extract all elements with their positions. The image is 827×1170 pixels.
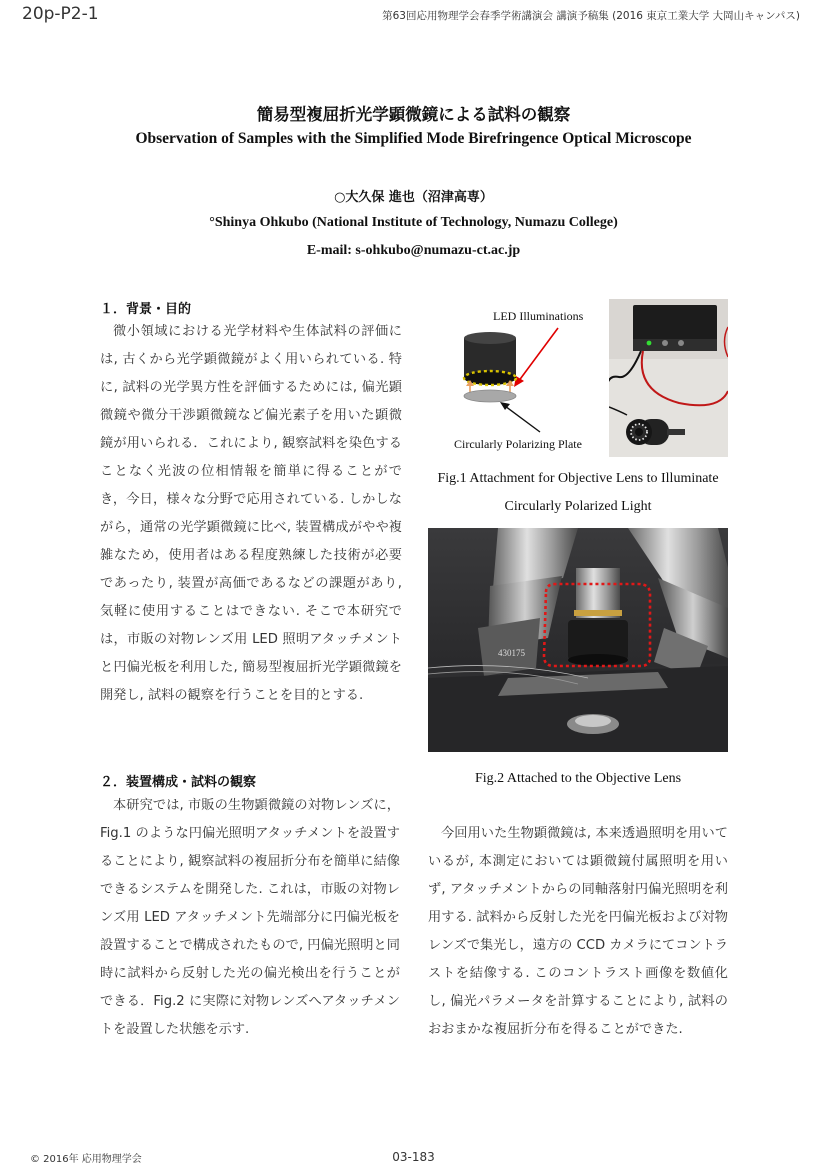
fig1-plate-label: Circularly Polarizing Plate — [454, 437, 582, 451]
fig1-led-label: LED Illuminations — [493, 309, 584, 323]
author-english: °Shinya Ohkubo (National Institute of Technology, Numazu College) — [209, 215, 618, 230]
fig1-caption-line2: Circularly Polarized Light — [504, 499, 652, 514]
title-japanese: 簡易型複屈折光学顕微鏡による試料の観察 — [256, 105, 571, 124]
section2-continued-body — [428, 820, 728, 1044]
fig2-caption: Fig.2 Attached to the Objective Lens — [474, 771, 682, 786]
footer-copyright: © 2016年 応用物理学会 — [30, 1154, 142, 1165]
section1-heading: １．背景・目的 — [100, 302, 192, 317]
power-led-icon — [647, 341, 652, 346]
conference-name: 第63回応用物理学会春季学術講演会 講演予稿集 (2016 東京工業大学 大岡山キャンパス) — [382, 10, 800, 22]
lens-marking: 430175 — [498, 648, 525, 658]
title-english: Observation of Samples with the Simplified Mode Birefringence Optical Microscope — [135, 130, 692, 147]
attachment-top — [464, 332, 516, 344]
section1-body — [100, 318, 402, 710]
fig1-caption — [428, 465, 728, 521]
section2-body — [100, 792, 400, 1044]
fig1-photo — [609, 299, 728, 457]
page-number: 03-183 — [392, 1150, 435, 1164]
fig1-caption-line1: Fig.1 Attachment for Objective Lens to Illuminate — [437, 471, 719, 486]
session-code: 20p-P2-1 — [22, 4, 99, 24]
polarizing-plate — [464, 390, 516, 402]
author-email: E-mail: s-ohkubo@numazu-ct.ac.jp — [306, 243, 521, 258]
plate-pointer-arrow — [505, 406, 540, 432]
fig2-photo — [428, 528, 728, 752]
section1-paragraph: 微小領域における光学材料や生体試料の評価には, 古くから光学顕微鏡がよく用いられている. 特に, 試料の光学異方性を評価するためには, 偏光顕微鏡や微分干渉顕微鏡など偏光素子を用いた顕微鏡が用いられる．これにより, 観察試料を染色することなく光波の位相情報を簡単に得ることができ，今日，様々な分野で応用されている. しかしながら，通常の光学顕微鏡に比べ, 装置構成がやや複雑なため，使用者はある程度熟練した技術が必要であったり, 装置が高価であるなどの課題があり, 気軽に使用することはできない. そこで本研究では，市販の対物レンズ用 LED 照明アタッチメントと円偏光板を利用した, 簡易型複屈折光学顕微鏡を開発し, 試料の観察を行うことを目的とする. — [100, 324, 402, 703]
led-pointer-arrow — [518, 328, 558, 382]
section2-paragraph: 本研究では, 市販の生物顕微鏡の対物レンズに，Fig.1 のような円偏光照明アタッチメントを設置することにより, 観察試料の複屈折分布を簡単に結像できるシステムを開発した. これは，市販の対物レンズ用 LED アタッチメント先端部分に円偏光板を設置することで構成されたもので, 円偏光照明と同時に試料から反射した光の偏光検出を行うことができる．Fig.2 に実際に対物レンズへアタッチメントを設置した状態を示す. — [100, 798, 400, 1037]
author-japanese: ○大久保 進也（沼津高専） — [334, 190, 493, 205]
section2-continued-paragraph: 今回用いた生物顕微鏡は, 本来透過照明を用いているが, 本測定においては顕微鏡付属照明を用いず, アタッチメントからの同軸落射円偏光照明を利用する. 試料から反射した光を円偏光板および対物レンズで集光し，遠方の CCD カメラにてコントラストを結像する. このコントラスト画像を数値化し, 偏光パラメータを計算することにより, 試料のおおまかな複屈折分布を得ることができた. — [428, 826, 728, 1037]
fig1-diagram — [448, 300, 608, 458]
section2-heading: ２．装置構成・試料の観察 — [100, 775, 257, 790]
